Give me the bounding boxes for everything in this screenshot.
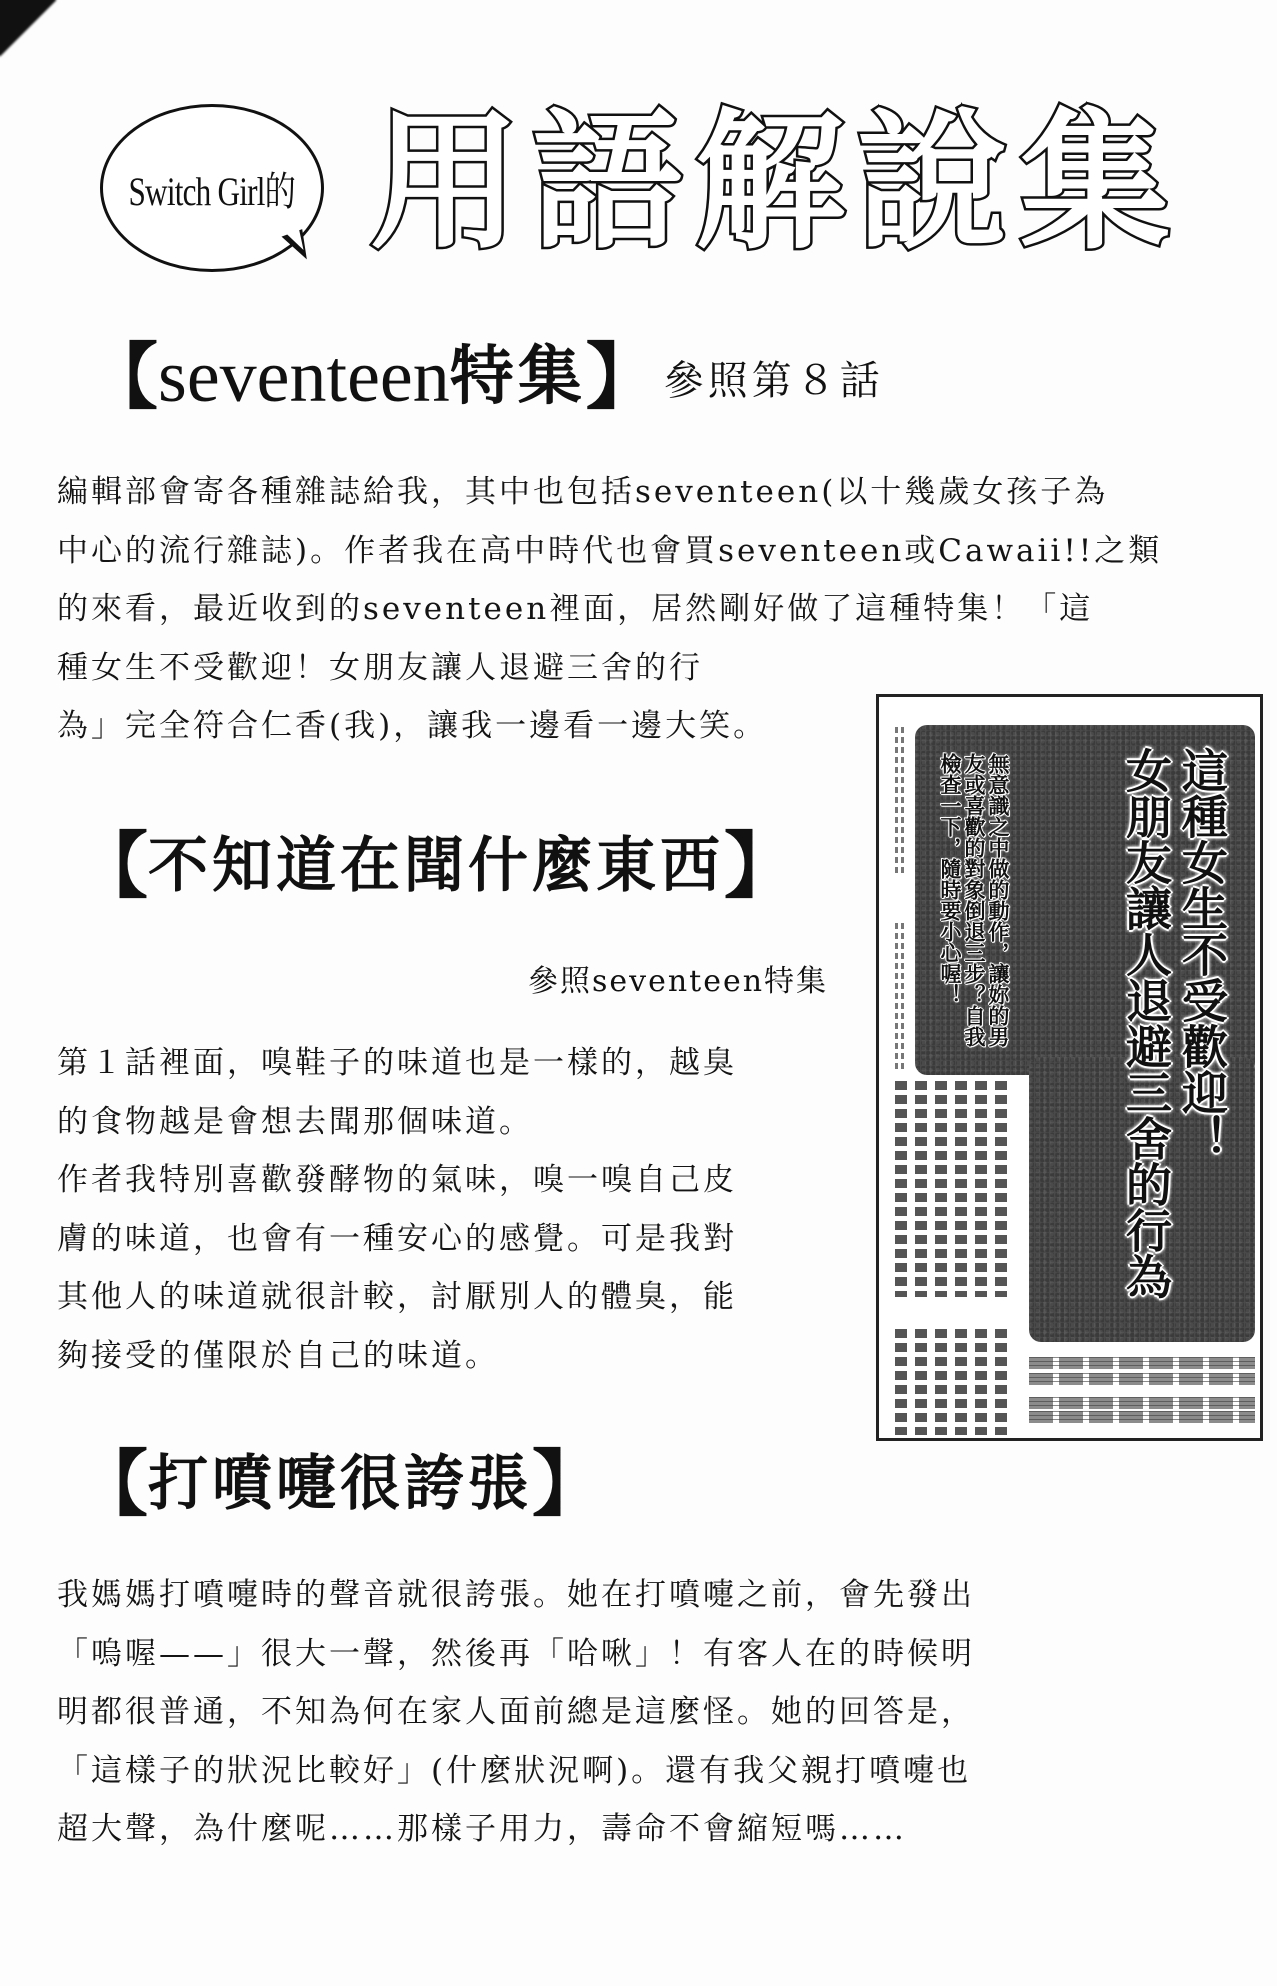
title-char: 語 [532, 96, 683, 270]
text-line: 夠接受的僅限於自己的味道。 [57, 1337, 499, 1374]
text-line: 為」完全符合仁香(我)，讓我一邊看一邊大笑。 [57, 708, 768, 744]
text-line: 中心的流行雜誌)。作者我在高中時代也會買seventeen或Cawaii!!之類 [57, 532, 1163, 569]
bubble-label: Switch Girl的 [128, 168, 296, 214]
section-heading-seventeen [86, 334, 884, 419]
page-title [370, 98, 1170, 268]
dotted-rule [901, 923, 904, 1071]
text-line: 「嗚喔——」很大一聲，然後再「哈啾」！有客人在的時候明 [57, 1635, 975, 1672]
text-line: 其他人的味道就很計較，討厭別人的體臭，能 [57, 1279, 737, 1315]
section-heading-sneeze [76, 1441, 605, 1526]
text-line: 膚的味道，也會有一種安心的感覺。可是我對 [57, 1220, 737, 1257]
small-text-col [975, 1081, 987, 1297]
small-text-col [915, 1329, 927, 1435]
heading-title: 打噴嚏很誇張 [148, 1449, 533, 1519]
text-line: 的食物越是會想去聞那個味道。 [57, 1103, 533, 1140]
small-text-col [995, 1329, 1007, 1435]
bracket-open: 【 [86, 334, 159, 419]
clipping-small-text-columns [895, 1081, 1007, 1297]
magazine-clipping [876, 694, 1263, 1441]
title-char: 集 [1019, 96, 1170, 270]
section-body-sneeze [57, 1566, 975, 1859]
title-char: 說 [857, 96, 1008, 270]
small-text-col [895, 1081, 907, 1297]
text-line: 我媽媽打噴嚏時的聲音就很誇張。她在打噴嚏之前，會先發出 [57, 1577, 975, 1613]
text-line: 編輯部會寄各種雜誌給我，其中也包括seventeen(以十幾歲女孩子為 [57, 474, 1109, 510]
page-corner-shadow [0, 0, 57, 57]
bracket-open: 【 [76, 1441, 149, 1526]
small-text-col [915, 1081, 927, 1297]
text-line: 明都很普通，不知為何在家人面前總是這麼怪。她的回答是， [57, 1694, 975, 1730]
small-text-col [975, 1329, 987, 1435]
bracket-open: 【 [76, 823, 149, 908]
small-text-col [895, 1329, 907, 1435]
heading-title: 不知道在聞什麼東西 [148, 831, 725, 901]
small-text-col [935, 1329, 947, 1435]
section-heading-smell [76, 823, 797, 908]
clipping-subtext-2: 友或喜歡的對象倒退三步？自我 [962, 753, 986, 1047]
section-reference: 參照seventeen特集 [528, 964, 829, 999]
heading-title-latin: seventeen [158, 336, 450, 418]
clipping-subtext-3: 檢查一下，隨時要小心喔！ [938, 753, 962, 1005]
text-line: 第１話裡面，嗅鞋子的味道也是一樣的，越臭 [57, 1045, 737, 1081]
clipping-caption-lines [1029, 1397, 1255, 1409]
dotted-rule [895, 923, 898, 1071]
text-line: 種女生不受歡迎！女朋友讓人退避三舍的行 [57, 649, 703, 686]
bracket-close: 】 [532, 1441, 605, 1526]
dotted-rule [895, 727, 898, 875]
dotted-rule [901, 727, 904, 875]
heading-title-suffix: 特集 [449, 339, 586, 414]
clipping-caption-lines [1029, 1411, 1255, 1423]
clipping-caption-lines [1029, 1357, 1255, 1369]
title-char: 用 [370, 96, 521, 270]
clipping-subtext-1: 無意識之中做的動作，讓妳的男 [986, 753, 1010, 1047]
bracket-close: 】 [585, 334, 658, 419]
small-text-col [995, 1081, 1007, 1297]
section-body-smell [57, 1034, 737, 1385]
clipping-small-text-columns [895, 1329, 1007, 1435]
small-text-col [935, 1081, 947, 1297]
clipping-headline-1: 這種女生不受歡迎！ [1175, 747, 1229, 1161]
small-text-col [955, 1329, 967, 1435]
text-line: 的來看，最近收到的seventeen裡面，居然剛好做了這種特集！「這 [57, 591, 1094, 627]
title-char: 解 [694, 96, 845, 270]
text-line: 超大聲，為什麼呢……那樣子用力，壽命不會縮短嗎…… [57, 1811, 907, 1847]
bracket-close: 】 [724, 823, 797, 908]
clipping-caption-lines [1029, 1373, 1255, 1385]
heading-reference: 參照第８話 [663, 357, 884, 404]
text-line: 「這樣子的狀況比較好」(什麼狀況啊)。還有我父親打噴嚏也 [57, 1752, 972, 1789]
small-text-col [955, 1081, 967, 1297]
clipping-headline-2: 女朋友讓人退避三舍的行為 [1119, 747, 1173, 1299]
text-line: 作者我特別喜歡發酵物的氣味，嗅一嗅自己皮 [57, 1162, 737, 1198]
